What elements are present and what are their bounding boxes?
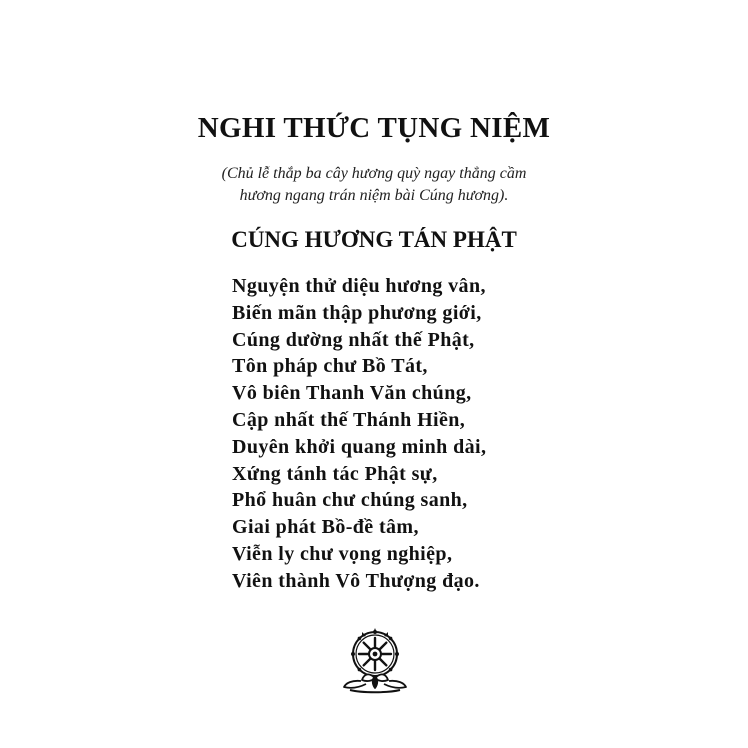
verse-line: Cập nhất thế Thánh Hiền, [232, 408, 466, 431]
section-heading: CÚNG HƯƠNG TÁN PHẬT [231, 227, 517, 252]
instruction-line: hương ngang trán niệm bài Cúng hương). [239, 187, 509, 204]
dharma-wheel-on-lotus-icon [338, 626, 412, 696]
instruction-line: (Chủ lễ thắp ba cây hương quỳ ngay thẳng cầm [221, 165, 527, 182]
verse-line: Cúng dường nhất thế Phật, [232, 328, 475, 351]
verse-list [232, 273, 486, 595]
verse-line: Duyên khởi quang minh dài, [232, 435, 487, 458]
verse-line: Nguyện thử diệu hương vân, [232, 275, 486, 297]
verse-line: Tôn pháp chư Bồ Tát, [232, 355, 428, 378]
verse-line: Giai phát Bồ-đề tâm, [232, 516, 419, 539]
page-title: NGHI THỨC TỤNG NIỆM [197, 112, 551, 144]
instruction-note [0, 163, 748, 207]
verse-line: Viễn ly chư vọng nghiệp, [232, 542, 453, 565]
verse-line: Viên thành Vô Thượng đạo. [232, 569, 480, 592]
verse-line: Xứng tánh tác Phật sự, [232, 462, 438, 485]
verse-line: Phổ huân chư chúng sanh, [232, 489, 468, 512]
verse-line: Vô biên Thanh Văn chúng, [232, 382, 472, 405]
verse-line: Biến mãn thập phương giới, [232, 301, 482, 324]
